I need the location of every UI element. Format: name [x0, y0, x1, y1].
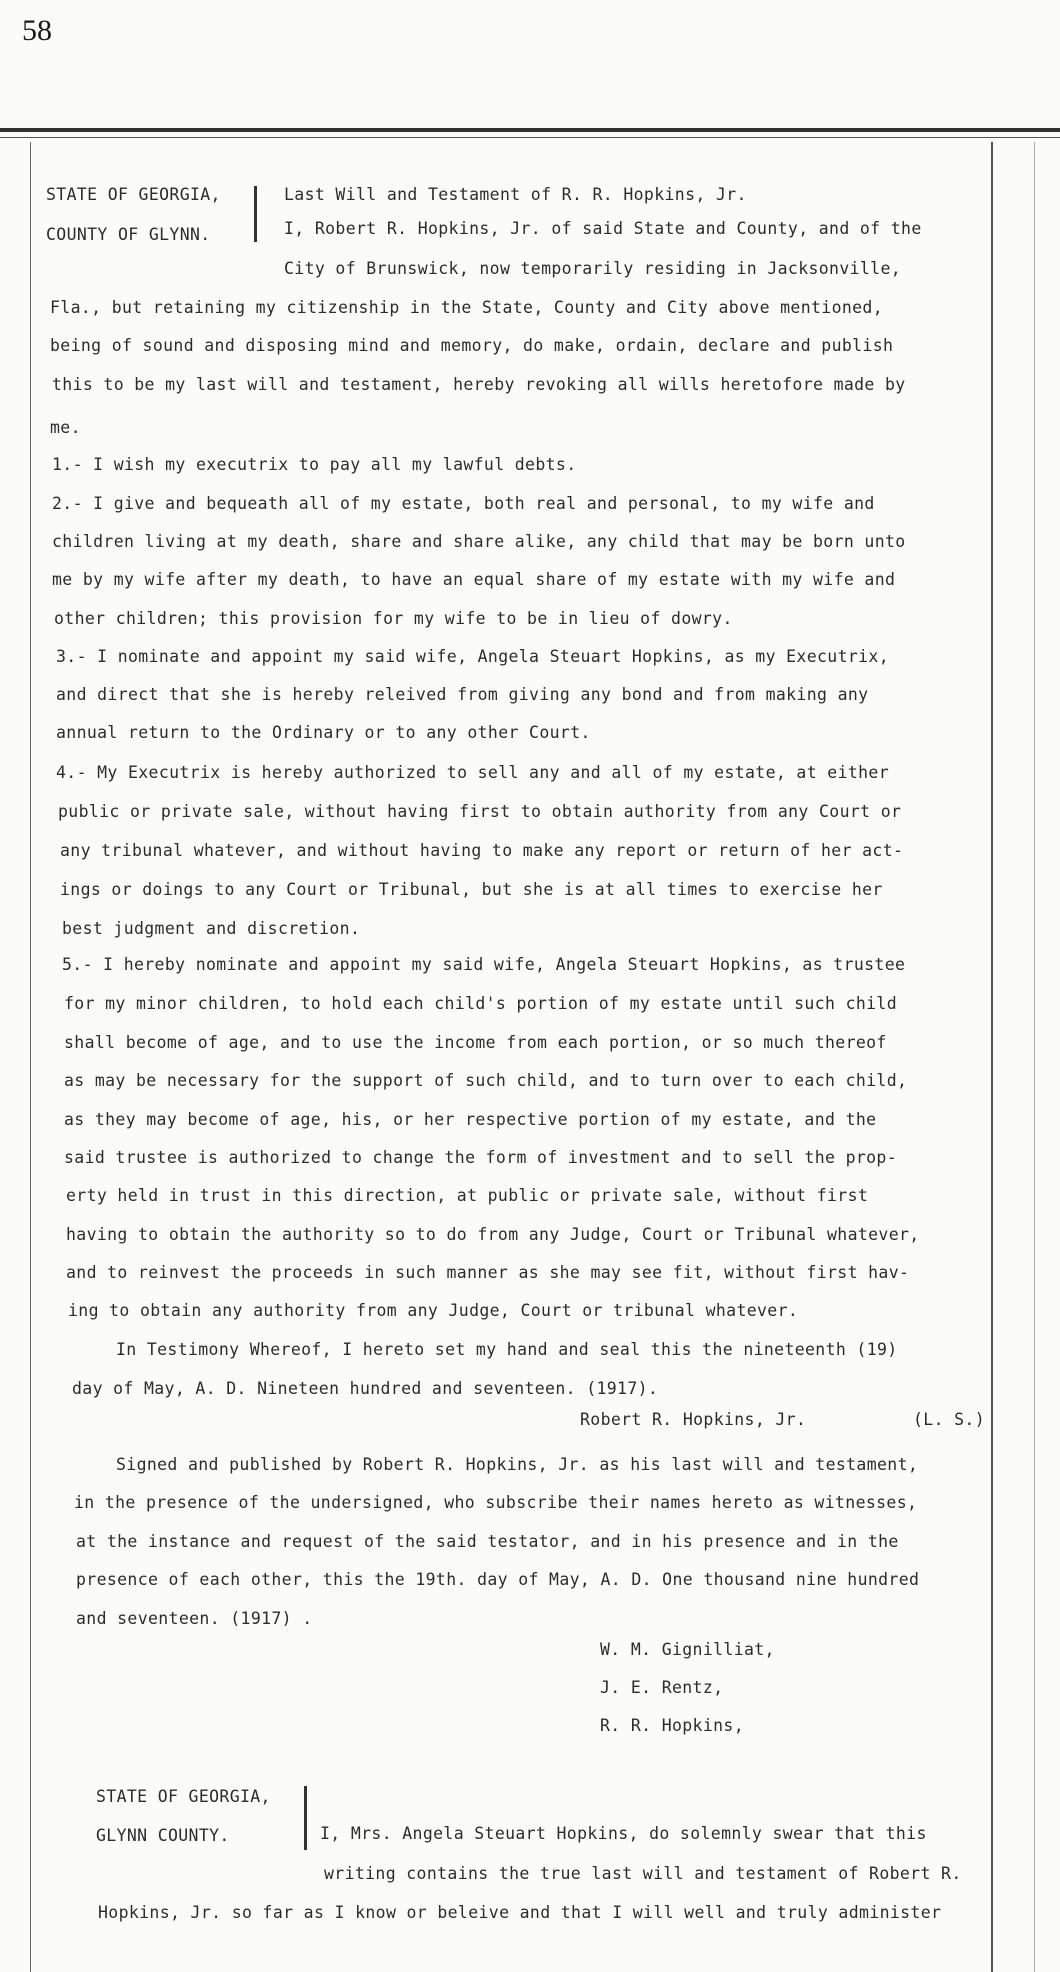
testimony-line: day of May, A. D. Nineteen hundred and seventeen. (1917).	[72, 1379, 659, 1398]
item-line: best judgment and discretion.	[62, 919, 361, 938]
seal-mark: (L. S.)	[913, 1410, 985, 1429]
item-line: shall become of age, and to use the income from each portion, or so much thereof	[64, 1033, 887, 1052]
attestation-line: at the instance and request of the said testator, and in his presence and in the	[76, 1532, 899, 1551]
item-line: said trustee is authorized to change the form of investment and to sell the prop-	[64, 1148, 897, 1167]
preamble-line: this to be my last will and testament, hereby revoking all wills heretofore made by	[52, 375, 906, 394]
item-line: public or private sale, without having first to obtain authority from any Court or	[58, 802, 902, 821]
item-line: ings or doings to any Court or Tribunal, but she is at all times to exercise her	[60, 880, 883, 899]
witness-name: W. M. Gignilliat,	[600, 1640, 775, 1659]
oath-line: Hopkins, Jr. so far as I know or beleive and that I will well and truly administer	[98, 1903, 942, 1922]
oath-line: I, Mrs. Angela Steuart Hopkins, do solemnly swear that this	[320, 1824, 927, 1843]
item-line: as they may become of age, his, or her respective portion of my estate, and the	[64, 1110, 877, 1129]
preamble-line: Fla., but retaining my citizenship in the State, County and City above mentioned,	[50, 298, 883, 317]
item-line: any tribunal whatever, and without having to make any report or return of her act-	[60, 841, 904, 860]
item-line: other children; this provision for my wife to be in lieu of dowry.	[54, 609, 733, 628]
item-line: annual return to the Ordinary or to any other Court.	[56, 723, 591, 742]
attestation-line: in the presence of the undersigned, who subscribe their names hereto as witnesses,	[74, 1493, 918, 1512]
item-line: erty held in trust in this direction, at public or private sale, without first	[66, 1186, 869, 1205]
oath-caption-brace	[304, 1786, 307, 1850]
attestation-line: Signed and published by Robert R. Hopkins, Jr. as his last will and testament,	[116, 1455, 919, 1474]
preamble-line: me.	[50, 418, 81, 437]
item-line: me by my wife after my death, to have an equal share of my estate with my wife and	[52, 570, 896, 589]
item-line: 1.- I wish my executrix to pay all my lawful debts.	[52, 455, 577, 474]
testimony-line: In Testimony Whereof, I hereto set my hand and seal this the nineteenth (19)	[116, 1340, 898, 1359]
oath-county-label: GLYNN COUNTY.	[96, 1826, 230, 1845]
item-line: 3.- I nominate and appoint my said wife, Angela Steuart Hopkins, as my Executrix,	[56, 647, 889, 666]
oath-state-label: STATE OF GEORGIA,	[96, 1787, 271, 1806]
witness-name: R. R. Hopkins,	[600, 1716, 744, 1735]
item-line: ing to obtain any authority from any Judge, Court or tribunal whatever.	[68, 1301, 799, 1320]
item-line: children living at my death, share and share alike, any child that may be born unto	[52, 532, 906, 551]
item-line: as may be necessary for the support of such child, and to turn over to each child,	[64, 1071, 908, 1090]
preamble-line: City of Brunswick, now temporarily residing in Jacksonville,	[284, 259, 902, 278]
preamble-line: I, Robert R. Hopkins, Jr. of said State and County, and of the	[284, 219, 922, 238]
attestation-line: and seventeen. (1917) .	[76, 1609, 313, 1628]
item-line: and to reinvest the proceeds in such manner as she may see fit, without first hav-	[66, 1263, 910, 1282]
testator-signature: Robert R. Hopkins, Jr.	[580, 1410, 807, 1429]
item-line: and direct that she is hereby releived from giving any bond and from making any	[56, 685, 869, 704]
will-state-label: STATE OF GEORGIA,	[46, 185, 221, 204]
page-number: 58	[22, 14, 52, 47]
attestation-line: presence of each other, this the 19th. day of May, A. D. One thousand nine hundred	[76, 1570, 920, 1589]
item-line: having to obtain the authority so to do from any Judge, Court or Tribunal whatever,	[66, 1225, 920, 1244]
item-line: 4.- My Executrix is hereby authorized to sell any and all of my estate, at either	[56, 763, 889, 782]
item-line: 5.- I hereby nominate and appoint my said wife, Angela Steuart Hopkins, as trustee	[62, 955, 906, 974]
will-title: Last Will and Testament of R. R. Hopkins, Jr.	[284, 185, 747, 204]
witness-name: J. E. Rentz,	[600, 1678, 724, 1697]
oath-line: writing contains the true last will and testament of Robert R.	[324, 1864, 962, 1883]
item-line: 2.- I give and bequeath all of my estate, both real and personal, to my wife and	[52, 494, 875, 513]
item-line: for my minor children, to hold each child's portion of my estate until such child	[64, 994, 897, 1013]
will-county-label: COUNTY OF GLYNN.	[46, 225, 211, 244]
preamble-line: being of sound and disposing mind and memory, do make, ordain, declare and publish	[50, 336, 894, 355]
